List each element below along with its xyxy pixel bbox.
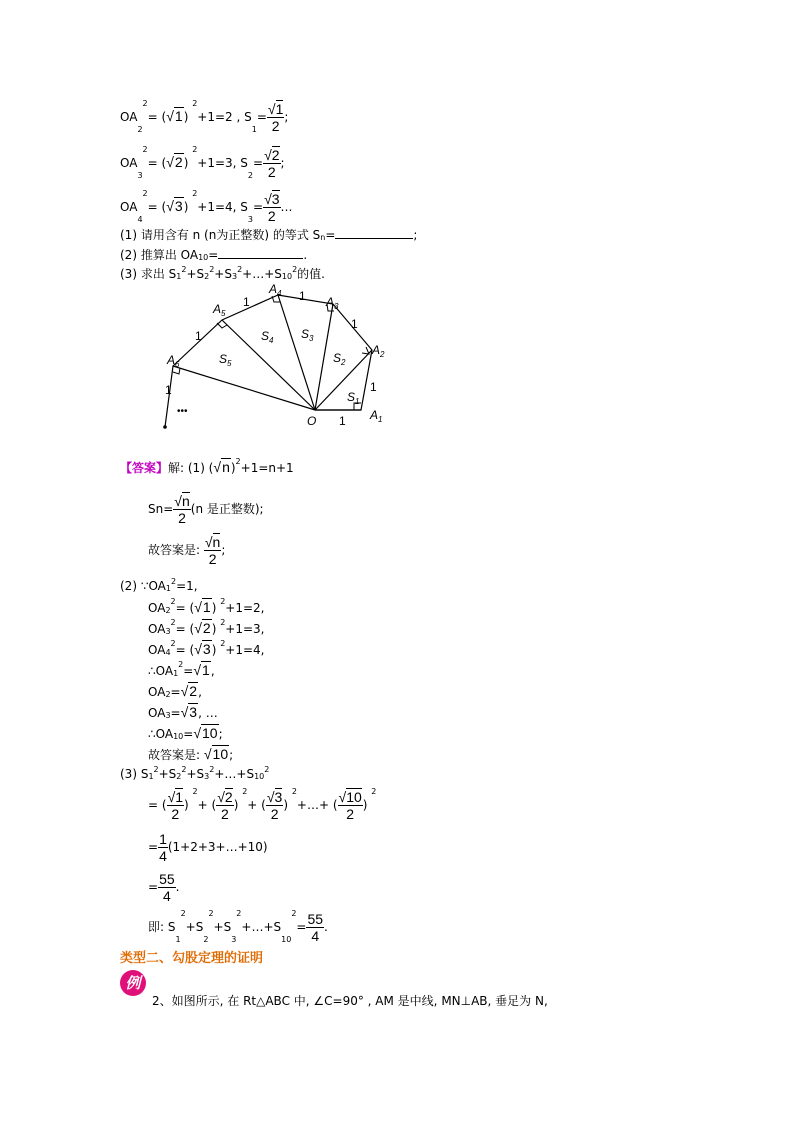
part-2-therefore-3: $OA_3=√3$, … — [148, 704, 218, 720]
label-A3: $A_3$ — [326, 295, 339, 311]
length-label: 1 — [299, 289, 306, 303]
answer-header: 【答案】解: (1) $(√n)^2+1=n+1$ — [120, 457, 294, 475]
answer-blank[interactable] — [218, 248, 303, 259]
fraction: $\frac{√2}{2}$ — [264, 147, 280, 180]
length-label: 1 — [195, 329, 202, 343]
answer-blank[interactable] — [335, 228, 413, 239]
endpoint-dot — [163, 425, 167, 429]
question-2: (2) 推算出 $OA_{10}=$ . — [120, 248, 308, 262]
fraction: $\frac{√3}{2}$ — [264, 191, 280, 224]
ellipsis-dots: ••• — [177, 406, 188, 417]
label-O: O — [307, 414, 317, 428]
question-3: (3) 求出 $S_1^2+S_2^2+S_3^2+\dots+S_{10}^2$的值. — [120, 265, 325, 281]
part-3-step-2: = $\frac{1}{4}$ (1+2+3+…+10) — [148, 831, 268, 864]
question-1: (1) 请用含有 n (n为正整数) 的等式 $S_n=$ ; — [120, 228, 418, 242]
label-S3: $S_3$ — [301, 327, 314, 343]
intro-line-1: $OA_2^2= (√1)$ $^2$+1=2 , $S_1=$ $\frac{√1}{2}$ ; — [120, 99, 289, 134]
part-2-row-1: $OA_2^2= (√1)$ $^2$+1=2, — [148, 597, 265, 615]
example-badge-icon: 例 — [120, 970, 146, 996]
label-S5: $S_5$ — [219, 352, 232, 368]
part-2-therefore-4: $\therefore OA_{10}=√10$; — [148, 725, 223, 741]
part-2-given: (2) $\because OA_1^2=1$, — [120, 577, 198, 593]
length-label: 1 — [165, 383, 172, 397]
label-S4: $S_4$ — [261, 329, 274, 345]
intro-line-2: $OA_3^2= (√2)$ $^2$+1=3, $S_2=$ $\frac{√2}{2}$ ; — [120, 145, 285, 180]
fraction: $\frac{√1}{2}$ — [267, 101, 284, 134]
part-2-therefore-2: $OA_2=√2$, — [148, 683, 202, 699]
answer-2: 故答案是: √10; — [148, 746, 234, 762]
part-3-step-1: = ( $\frac{√1}{2}$ ) $^2$+ ( $\frac{√2}{2}$ ) $^2$+ ( $\frac{√3}{2}$ ) $^2$+…+ ( $\frac{√10}{2}$ ) $^2$ — [148, 787, 377, 822]
part-2-row-3: $OA_4^2= (√3)$ $^2$+1=4, — [148, 639, 265, 657]
label-A4: $A_4$ — [269, 282, 282, 298]
label-A5: $A_5$ — [213, 302, 226, 318]
length-label: 1 — [339, 414, 346, 428]
part-2-row-2: $OA_3^2= (√2)$ $^2$+1=3, — [148, 618, 265, 636]
part-2-therefore-1: $\therefore OA_1^2=√1$, — [148, 660, 215, 678]
part-3-step-3: = $\frac{55}{4}$ . — [148, 871, 180, 904]
answer-1: 故答案是: $\frac{√n}{2}$ ; — [148, 534, 226, 567]
sn-formula: Sn= $\frac{√n}{2}$ (n 是正整数); — [148, 493, 264, 526]
label-A2: $A_2$ — [372, 343, 385, 359]
label-S1: $S_1$ — [347, 390, 360, 406]
spoke — [173, 366, 315, 410]
label-A6: $A_6$ — [167, 353, 180, 369]
label-A1: $A_1$ — [370, 408, 383, 424]
spiral-figure — [155, 280, 395, 440]
length-label: 1 — [351, 317, 358, 331]
answer-tag: 【答案】 — [120, 461, 169, 475]
part-3-conclusion: 即: $S_1^2+S_2^2+S_3^2+\dots+S_{10}^2=$ $\frac{55}{4}$ . — [148, 909, 328, 944]
right-angle-mark — [362, 347, 369, 354]
intro-line-3: $OA_4^2= (√3)$ $^2$+1=4, $S_3=$ $\frac{√3}{2}$ … — [120, 189, 293, 224]
section-title: 类型二、勾股定理的证明 — [120, 951, 264, 966]
length-label: 1 — [243, 295, 250, 309]
part-3-expr: (3) $S_1^2+S_2^2+S_3^2+\dots+S_{10}^2$ — [120, 765, 270, 781]
label-S2: $S_2$ — [333, 351, 346, 367]
example-text: 2、如图所示, 在 Rt△ABC 中, ∠C=90° , AM 是中线, MN⊥AB, 垂足为 N, — [152, 994, 548, 1008]
length-label: 1 — [370, 380, 377, 394]
